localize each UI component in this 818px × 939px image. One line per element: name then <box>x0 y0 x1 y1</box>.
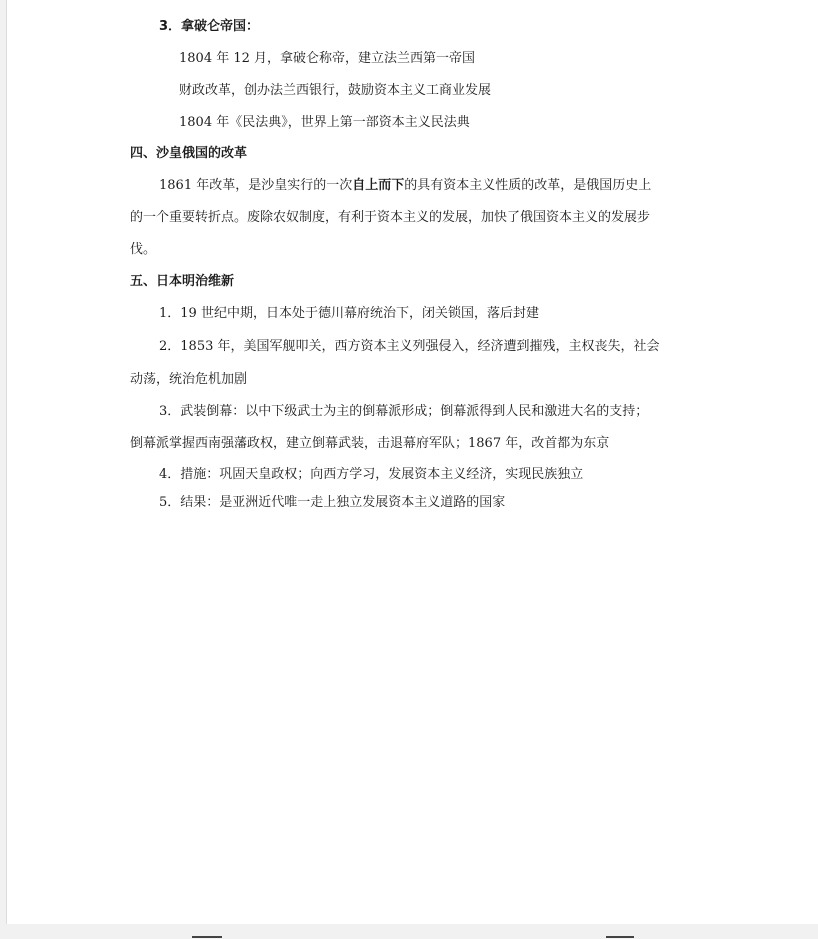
napoleon-item-1: 1804 年 12 月，拿破仑称帝，建立法兰西第一帝国 <box>179 51 476 66</box>
napoleon-item-2: 财政改革，创办法兰西银行，鼓励资本主义工商业发展 <box>179 83 492 98</box>
japan-item-3-line-2: 倒幕派掌握西南强藩政权，建立倒幕武装，击退幕府军队；1867 年，改首都为东京 <box>130 436 610 451</box>
russia-text-bold: 自上而下 <box>352 178 405 193</box>
section-heading-japan: 五、日本明治维新 <box>130 274 235 289</box>
russia-paragraph-line-2: 的一个重要转折点。废除农奴制度，有利于资本主义的发展，加快了俄国资本主义的发展步 <box>130 210 651 225</box>
japan-item-2-line-2: 动荡，统治危机加剧 <box>130 372 248 387</box>
japan-item-2-line-1: 2．1853 年，美国军舰叩关，西方资本主义列强侵入，经济遭到摧残，主权丧失，社会 <box>159 339 660 354</box>
japan-item-4: 4．措施：巩固天皇政权；向西方学习，发展资本主义经济，实现民族独立 <box>159 467 584 482</box>
russia-text-before: 1861 年改革，是沙皇实行的一次 <box>159 178 353 193</box>
russia-paragraph-line-1 <box>159 177 651 195</box>
japan-item-3-line-1: 3．武装倒幕：以中下级武士为主的倒幕派形成；倒幕派得到人民和激进大名的支持； <box>159 404 649 419</box>
page-gap <box>0 924 818 939</box>
section-heading-russia: 四、沙皇俄国的改革 <box>130 146 248 161</box>
japan-item-5: 5．结果：是亚洲近代唯一走上独立发展资本主义道路的国家 <box>159 495 506 510</box>
next-page-mark-left <box>192 936 222 938</box>
section-heading-napoleon: 3．拿破仑帝国： <box>159 19 260 34</box>
russia-paragraph-line-3: 伐。 <box>130 242 157 257</box>
russia-text-after: 的具有资本主义性质的改革，是俄国历史上 <box>404 178 652 193</box>
japan-item-1: 1．19 世纪中期，日本处于德川幕府统治下，闭关锁国，落后封建 <box>159 306 539 321</box>
document-page <box>6 0 818 924</box>
next-page-mark-right <box>606 936 634 938</box>
napoleon-item-3: 1804 年《民法典》，世界上第一部资本主义民法典 <box>179 115 470 130</box>
